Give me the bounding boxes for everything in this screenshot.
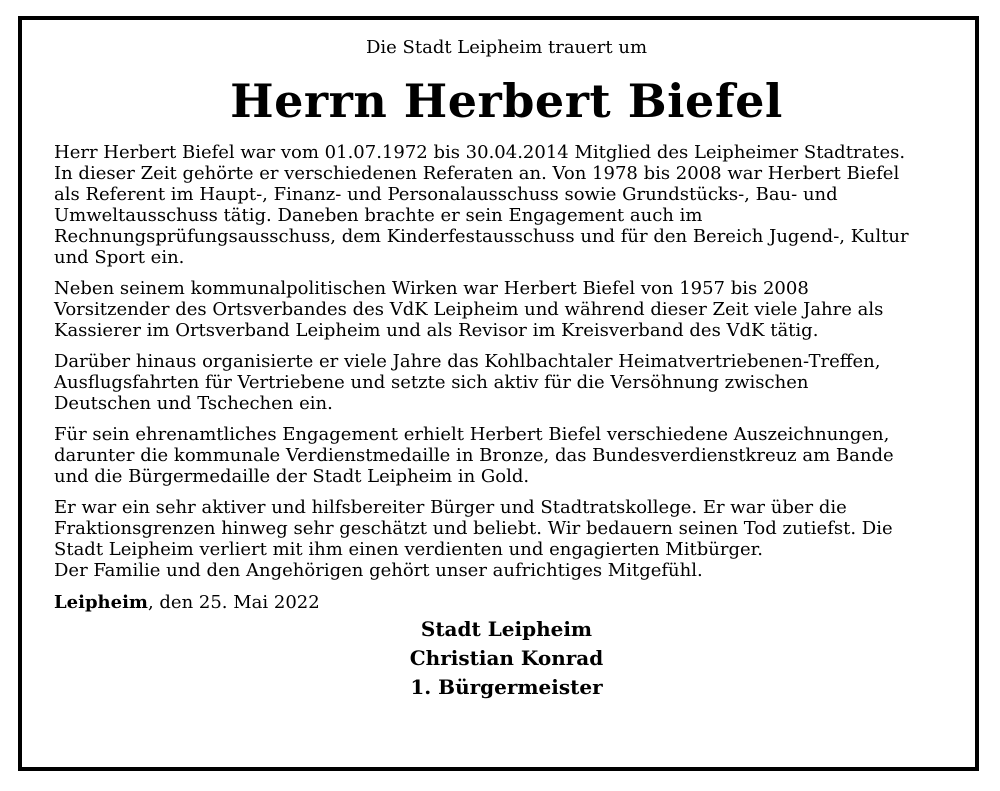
signature-person: Christian Konrad [409, 646, 604, 670]
date-text: , den 25. Mai 2022 [147, 592, 320, 613]
date-line [54, 591, 959, 615]
obituary-content [54, 36, 959, 702]
signature-title: 1. Bürgermeister [410, 675, 603, 699]
obituary-frame [18, 16, 979, 771]
paragraph-vdk: Neben seinem kommunalpolitischen Wirken war Herbert Biefel von 1957 bis 2008 Vorsitzender des Ortsverbandes des VdK Leipheim und während dieser Zeit viele Jahre als Kassierer im Ortsverband Leipheim und als Revisor im Kreisverband des VdK tätig. [54, 278, 884, 341]
paragraph-heimat: Darüber hinaus organisierte er viele Jahre das Kohlbachtaler Heimatvertriebenen-Treffen, Ausflugsfahrten für Vertriebene und setzte sich aktiv für die Versöhnung zwischen Deutschen und Tschechen ein. [54, 351, 881, 414]
date-place: Leipheim [54, 592, 148, 613]
intro-line: Die Stadt Leipheim trauert um [365, 37, 648, 58]
signature-org: Stadt Leipheim [420, 617, 593, 641]
deceased-name: Herrn Herbert Biefel [230, 74, 783, 128]
paragraph-awards: Für sein ehrenamtliches Engagement erhielt Herbert Biefel verschiedene Auszeichnungen, darunter die kommunale Verdienstmedaille in Bronze, das Bundesverdienstkreuz am Bande und die Bürgermedaille der Stadt Leipheim in Gold. [54, 424, 894, 487]
paragraph-condolence: Er war ein sehr aktiver und hilfsbereiter Bürger und Stadtratskollege. Er war über die Fraktionsgrenzen hinweg sehr geschätzt und beliebt. Wir bedauern seinen Tod zutiefst. Die Stadt Leipheim verliert mit ihm einen verdienten und engagierten Mitbürger. Der Familie und den Angehörigen gehört unser aufrichtiges Mitgefühl. [54, 497, 893, 581]
paragraph-career: Herr Herbert Biefel war vom 01.07.1972 bis 30.04.2014 Mitglied des Leipheimer Stadtrates. In dieser Zeit gehörte er verschiedenen Referaten an. Von 1978 bis 2008 war Herbert Biefel als Referent im Haupt-, Finanz- und Personalausschuss sowie Grundstücks-, Bau- und Umweltausschuss tätig. Daneben brachte er sein Engagement auch im Rechnungsprüfungsausschuss, dem Kinderfestausschuss und für den Bereich Jugend-, Kultur und Sport ein. [54, 142, 909, 268]
